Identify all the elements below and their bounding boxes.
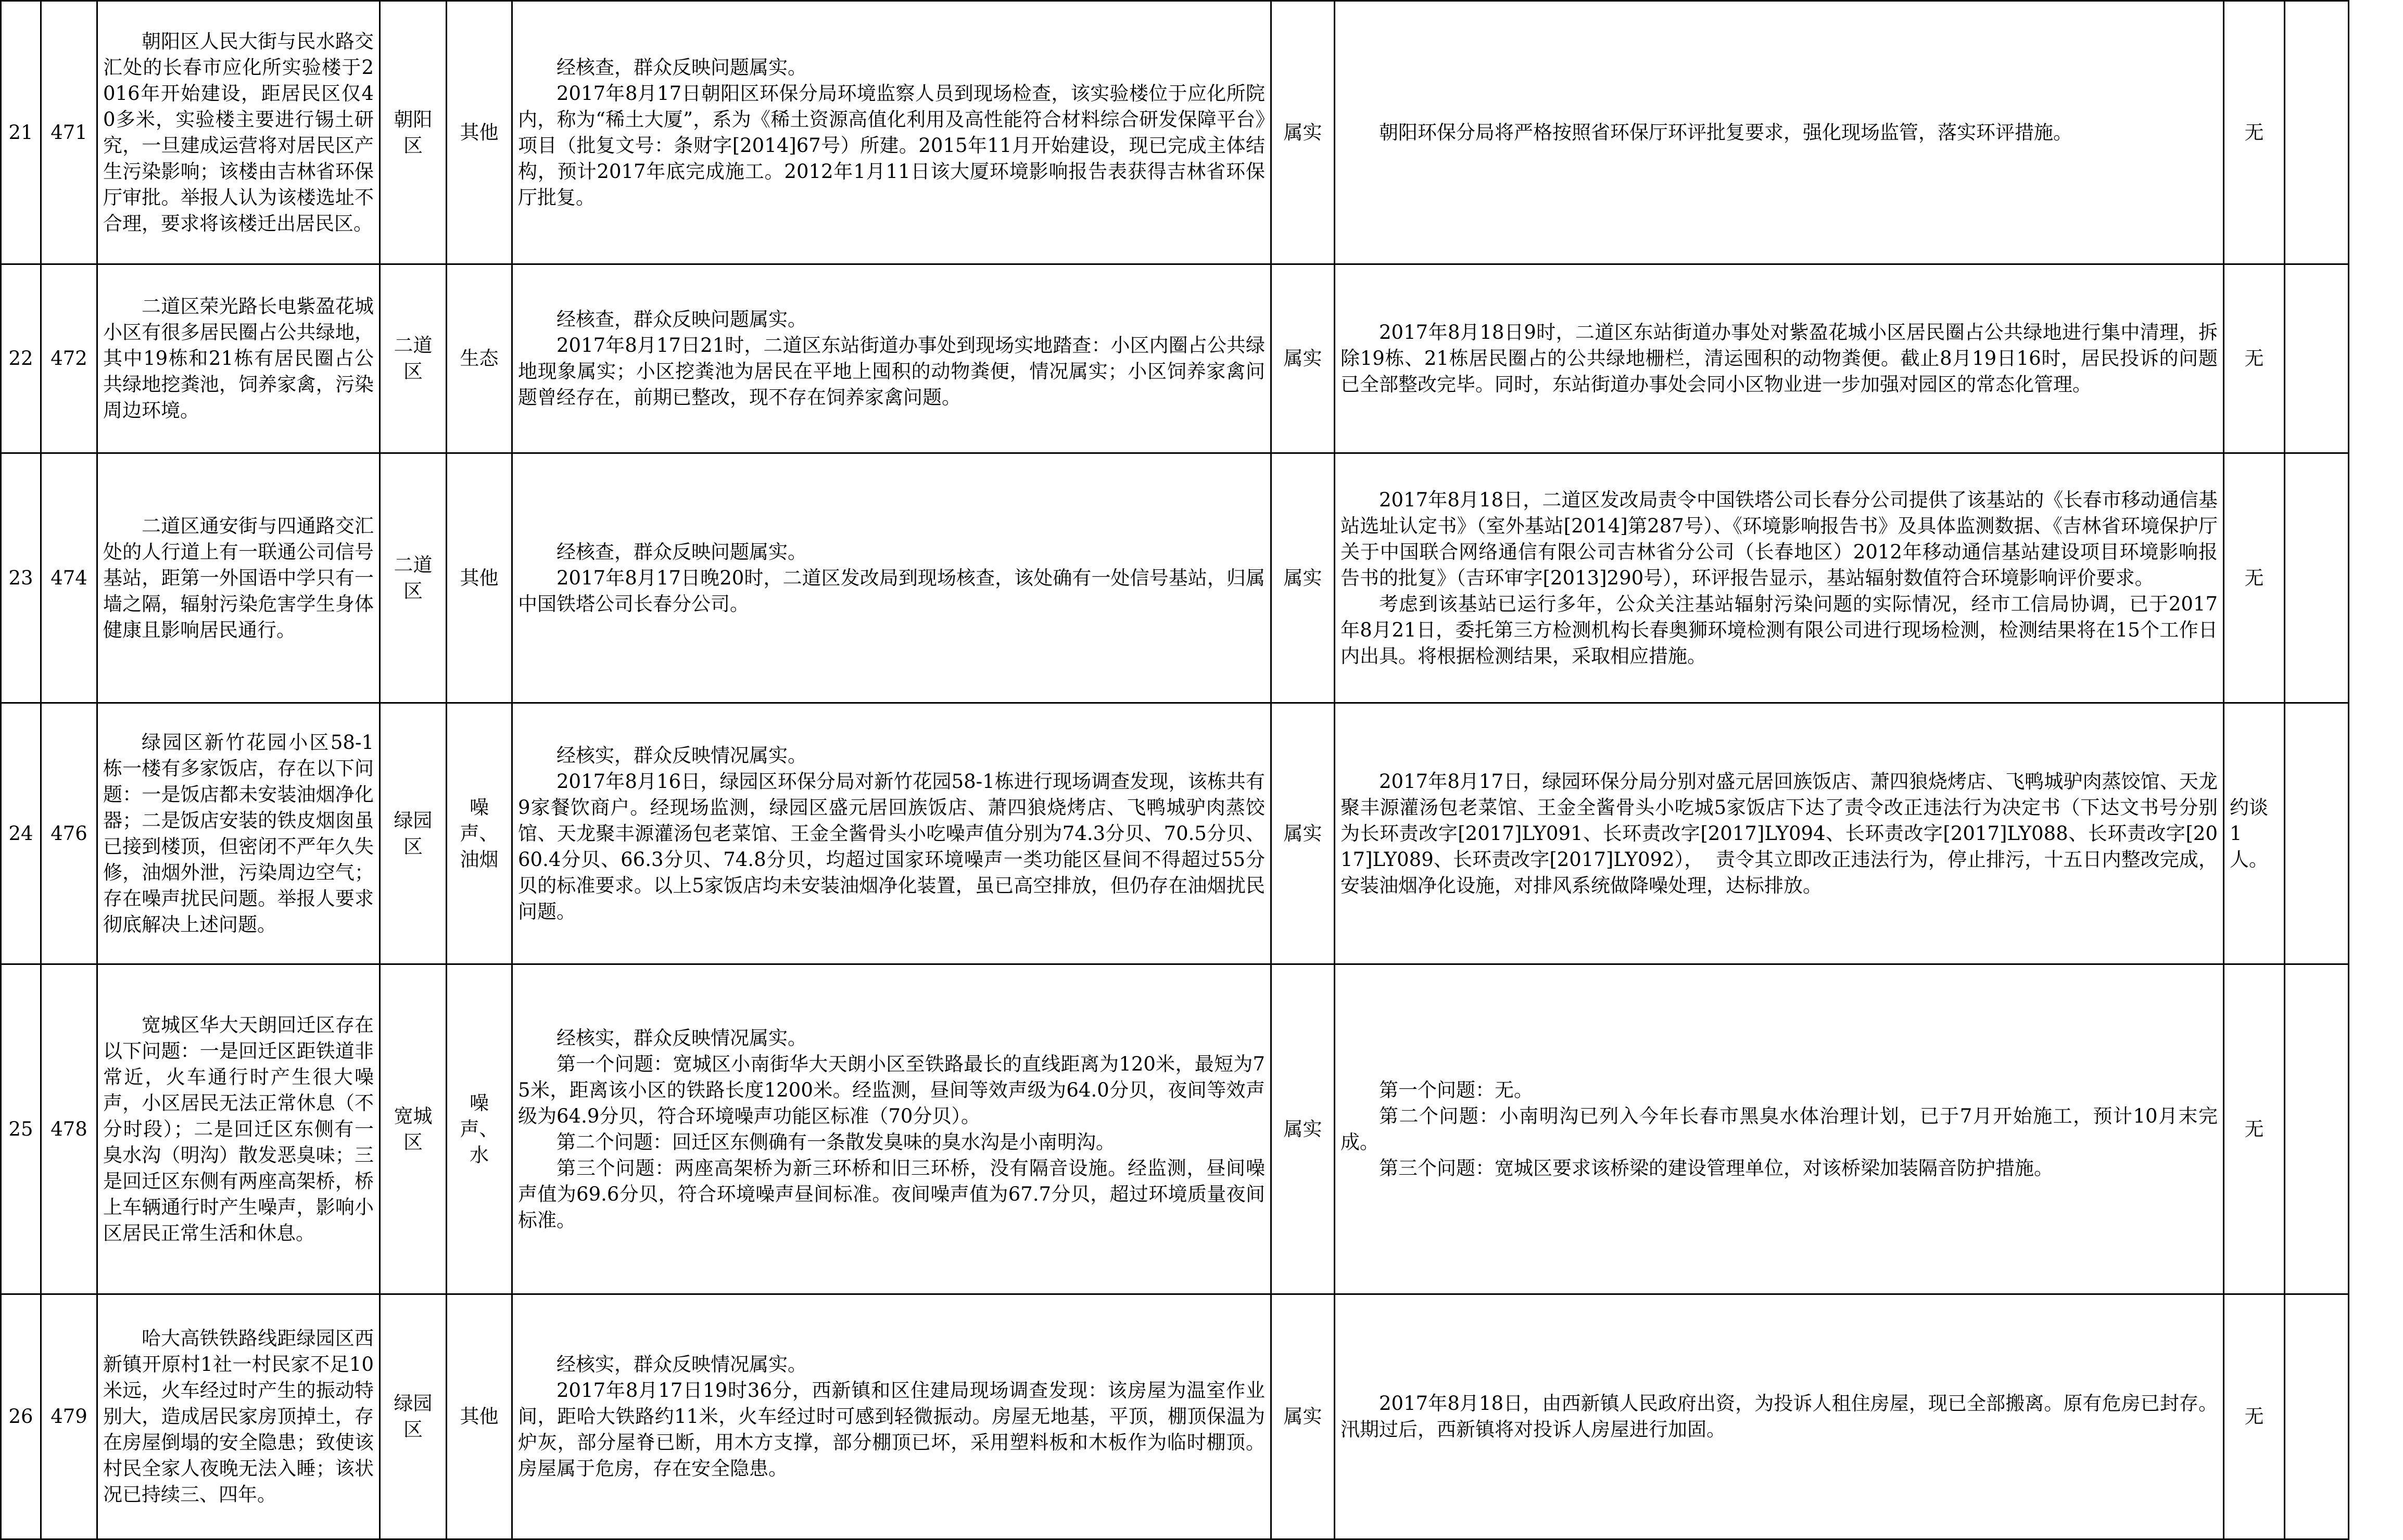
type-cell: 其他 [447, 1, 512, 264]
action-cell [1335, 264, 2224, 453]
finding-paragraph: 第一个问题：宽城区小南街华大天朗小区至铁路最长的直线距离为120米，最短为75米，距离该小区的铁路长度1200米。经监测，昼间等效声级为64.0分贝，夜间等效声级为64.9分贝，符合环境噪声功能区标准（70分贝）。 [518, 1052, 1265, 1127]
district-cell: 宽城区 [380, 964, 447, 1294]
table-row [1, 1, 2349, 264]
issue-cell [97, 453, 380, 703]
finding-paragraph: 经核查，群众反映问题属实。 [557, 308, 807, 330]
finding-paragraph: 经核实，群众反映情况属实。 [557, 1026, 807, 1049]
issue-text: 二道区荣光路长电紫盈花城小区有很多居民圈占公共绿地，其中19栋和21栋有居民圈占公共绿地挖粪池，饲养家禽，污染周边环境。 [103, 295, 374, 422]
finding-paragraph: 经核实，群众反映情况属实。 [557, 1353, 807, 1376]
finding-paragraph: 2017年8月16日，绿园区环保分局对新竹花园58-1栋进行现场调查发现，该栋共有9家餐饮商户。经现场监测，绿园区盛元居回族饭店、萧四狼烧烤店、飞鸭城驴肉蒸饺馆、天龙聚丰源灌汤包老菜馆、王金全酱骨头小吃噪声值分别为74.3分贝、70.5分贝、60.4分贝、66.3分贝、74.8分贝，均超过国家环境噪声一类功能区昼间不得超过55分贝的标准要求。以上5家饭店均未安装油烟净化装置，虽已高空排放，但仍存在油烟扰民问题。 [518, 770, 1265, 923]
seq-cell: 24 [1, 703, 41, 964]
action-cell [1335, 703, 2224, 964]
issue-cell [97, 964, 380, 1294]
finding-paragraph: 2017年8月17日朝阳区环保分局环境监察人员到现场检查，该实验楼位于应化所院内，称为“稀土大厦”，系为《稀土资源高值化利用及高性能符合材料综合研发保障平台》项目（批复文号：条财字[2014]67号）所建。2015年11月开始建设，现已完成主体结构，预计2017年底完成施工。2012年1月11日该大厦环境影响报告表获得吉林省环保厅批复。 [518, 82, 1265, 209]
accountability-cell: 无 [2224, 964, 2285, 1294]
action-paragraph: 2017年8月18日，二道区发改局责令中国铁塔公司长春分公司提供了该基站的《长春市移动通信基站选址认定书》（室外基站[2014]第287号）、《环境影响报告书》及具体监测数据、《吉林省环境保护厅关于中国联合网络通信有限公司吉林省分公司（长春地区）2012年移动通信基站建设项目环境影响报告书的批复》（吉环审字[2013]290号），环评报告显示，基站辐射数值符合环境影响评价要求。 [1340, 488, 2218, 589]
type-cell: 生态 [447, 264, 512, 453]
accountability-cell: 无 [2224, 264, 2285, 453]
table-row [1, 1294, 2349, 1539]
issue-cell [97, 264, 380, 453]
finding-cell [512, 1294, 1271, 1539]
action-paragraph: 2017年8月18日，由西新镇人民政府出资，为投诉人租住房屋，现已全部搬离。原有危房已封存。汛期过后，西新镇将对投诉人房屋进行加固。 [1340, 1392, 2218, 1441]
finding-paragraph: 第三个问题：两座高架桥为新三环桥和旧三环桥，没有隔音设施。经监测，昼间噪声值为69.6分贝，符合环境噪声昼间标准。夜间噪声值为67.7分贝，超过环境质量夜间标准。 [518, 1156, 1265, 1231]
type-cell: 其他 [447, 453, 512, 703]
district-cell: 二道区 [380, 264, 447, 453]
accountability-cell: 无 [2224, 1, 2285, 264]
action-cell [1335, 453, 2224, 703]
issue-text: 哈大高铁铁路线距绿园区西新镇开原村1社一村民家不足10米远，火车经过时产生的振动特别大，造成居民家房顶掉土，存在房屋倒塌的安全隐患；致使该村民全家人夜晚无法入睡；该状况已持续三、四年。 [103, 1327, 374, 1506]
verdict-cell: 属实 [1271, 453, 1335, 703]
verdict-cell: 属实 [1271, 703, 1335, 964]
finding-paragraph: 2017年8月17日晚20时，二道区发改局到现场核查，该处确有一处信号基站，归属中国铁塔公司长春分公司。 [518, 566, 1265, 615]
type-cell: 噪声、水 [447, 964, 512, 1294]
district-cell: 绿园区 [380, 703, 447, 964]
finding-cell [512, 453, 1271, 703]
action-paragraph: 2017年8月17日，绿园环保分局分别对盛元居回族饭店、萧四狼烧烤店、飞鸭城驴肉蒸饺馆、天龙聚丰源灌汤包老菜馆、王金全酱骨头小吃城5家饭店下达了责令改正违法行为决定书（下达文书号分别为长环责改字[2017]LY091、长环责改字[2017]LY094、长环责改字[2017]LY088、长环责改字[2017]LY089、长环责改字[2017]LY092）， 责令其立即改正违法行为，停止排污，十五日内整改完成，安装油烟净化设施，对排风系统做降噪处理，达标排放。 [1340, 770, 2218, 897]
seq-cell: 22 [1, 264, 41, 453]
empty-cell [2285, 964, 2349, 1294]
seq-cell: 23 [1, 453, 41, 703]
action-paragraph: 朝阳环保分局将严格按照省环保厅环评批复要求，强化现场监管，落实环评措施。 [1379, 121, 2072, 144]
action-cell [1335, 964, 2224, 1294]
case-id-cell: 472 [41, 264, 97, 453]
finding-cell [512, 264, 1271, 453]
finding-paragraph: 2017年8月17日21时，二道区东站街道办事处到现场实地踏查：小区内圈占公共绿地现象属实；小区挖粪池为居民在平地上囤积的动物粪便，情况属实；小区饲养家禽问题曾经存在，前期已整改，现不存在饲养家禽问题。 [518, 334, 1265, 409]
finding-paragraph: 经核实，群众反映情况属实。 [557, 744, 807, 767]
issue-cell [97, 1, 380, 264]
table-row [1, 264, 2349, 453]
district-cell: 二道区 [380, 453, 447, 703]
verdict-cell: 属实 [1271, 264, 1335, 453]
issue-cell [97, 1294, 380, 1539]
case-id-cell: 479 [41, 1294, 97, 1539]
district-cell: 绿园区 [380, 1294, 447, 1539]
table-row [1, 453, 2349, 703]
issue-text: 二道区通安街与四通路交汇处的人行道上有一联通公司信号基站，距第一外国语中学只有一墙之隔，辐射污染危害学生身体健康且影响居民通行。 [103, 514, 374, 641]
finding-cell [512, 1, 1271, 264]
action-paragraph: 第二个问题：小南明沟已列入今年长春市黑臭水体治理计划，已于7月开始施工，预计10月末完成。 [1340, 1104, 2218, 1153]
action-paragraph: 2017年8月18日9时，二道区东站街道办事处对紫盈花城小区居民圈占公共绿地进行集中清理，拆除19栋、21栋居民圈占的公共绿地栅栏，清运囤积的动物粪便。截止8月19日16时，居民投诉的问题已全部整改完毕。同时，东站街道办事处会同小区物业进一步加强对园区的常态化管理。 [1340, 321, 2218, 396]
empty-cell [2285, 1, 2349, 264]
finding-paragraph: 经核查，群众反映问题属实。 [557, 56, 807, 79]
empty-cell [2285, 703, 2349, 964]
accountability-cell: 无 [2224, 1294, 2285, 1539]
action-paragraph: 考虑到该基站已运行多年，公众关注基站辐射污染问题的实际情况，经市工信局协调，已于2017年8月21日，委托第三方检测机构长春奥狮环境检测有限公司进行现场检测，检测结果将在15个工作日内出具。将根据检测结果，采取相应措施。 [1340, 592, 2218, 667]
issue-text: 绿园区新竹花园小区58-1栋一楼有多家饭店，存在以下问题：一是饭店都未安装油烟净化器；二是饭店安装的铁皮烟囱虽已接到楼顶，但密闭不严年久失修，油烟外泄，污染周边空气；存在噪声扰民问题。举报人要求彻底解决上述问题。 [103, 731, 374, 936]
finding-cell [512, 703, 1271, 964]
type-cell: 噪声、油烟 [447, 703, 512, 964]
finding-paragraph: 2017年8月17日19时36分，西新镇和区住建局现场调查发现：该房屋为温室作业间，距哈大铁路约11米，火车经过时可感到轻微振动。房屋无地基，平顶，棚顶保温为炉灰，部分屋脊已断，用木方支撑，部分棚顶已坏，采用塑料板和木板作为临时棚顶。房屋属于危房，存在安全隐患。 [518, 1379, 1265, 1480]
action-cell [1335, 1, 2224, 264]
issue-text: 宽城区华大天朗回迁区存在以下问题：一是回迁区距铁道非常近，火车通行时产生很大噪声，小区居民无法正常休息（不分时段）；二是回迁区东侧有一臭水沟（明沟）散发恶臭味；三是回迁区东侧有两座高架桥，桥上车辆通行时产生噪声，影响小区居民正常生活和休息。 [103, 1013, 374, 1244]
verdict-cell: 属实 [1271, 1, 1335, 264]
action-cell [1335, 1294, 2224, 1539]
case-id-cell: 478 [41, 964, 97, 1294]
issue-text: 朝阳区人民大街与民水路交汇处的长春市应化所实验楼于2016年开始建设，距居民区仅40多米，实验楼主要进行锡土研究，一旦建成运营将对居民区产生污染影响；该楼由吉林省环保厅审批。举报人认为该楼选址不合理，要求将该楼迁出居民区。 [103, 30, 374, 235]
district-cell: 朝阳区 [380, 1, 447, 264]
empty-cell [2285, 264, 2349, 453]
table-row [1, 964, 2349, 1294]
empty-cell [2285, 453, 2349, 703]
finding-paragraph: 经核查，群众反映问题属实。 [557, 540, 807, 563]
finding-cell [512, 964, 1271, 1294]
seq-cell: 26 [1, 1294, 41, 1539]
case-id-cell: 474 [41, 453, 97, 703]
verdict-cell: 属实 [1271, 964, 1335, 1294]
verdict-cell: 属实 [1271, 1294, 1335, 1539]
seq-cell: 25 [1, 964, 41, 1294]
accountability-cell: 约谈1人。 [2224, 703, 2285, 964]
action-paragraph: 第三个问题：宽城区要求该桥梁的建设管理单位，对该桥梁加装隔音防护措施。 [1379, 1156, 2053, 1179]
finding-paragraph: 第二个问题：回迁区东侧确有一条散发臭味的臭水沟是小南明沟。 [557, 1130, 1115, 1153]
case-id-cell: 476 [41, 703, 97, 964]
empty-cell [2285, 1294, 2349, 1539]
action-paragraph: 第一个问题：无。 [1379, 1078, 1533, 1101]
accountability-cell: 无 [2224, 453, 2285, 703]
case-id-cell: 471 [41, 1, 97, 264]
seq-cell: 21 [1, 1, 41, 264]
type-cell: 其他 [447, 1294, 512, 1539]
issue-cell [97, 703, 380, 964]
table-row [1, 703, 2349, 964]
